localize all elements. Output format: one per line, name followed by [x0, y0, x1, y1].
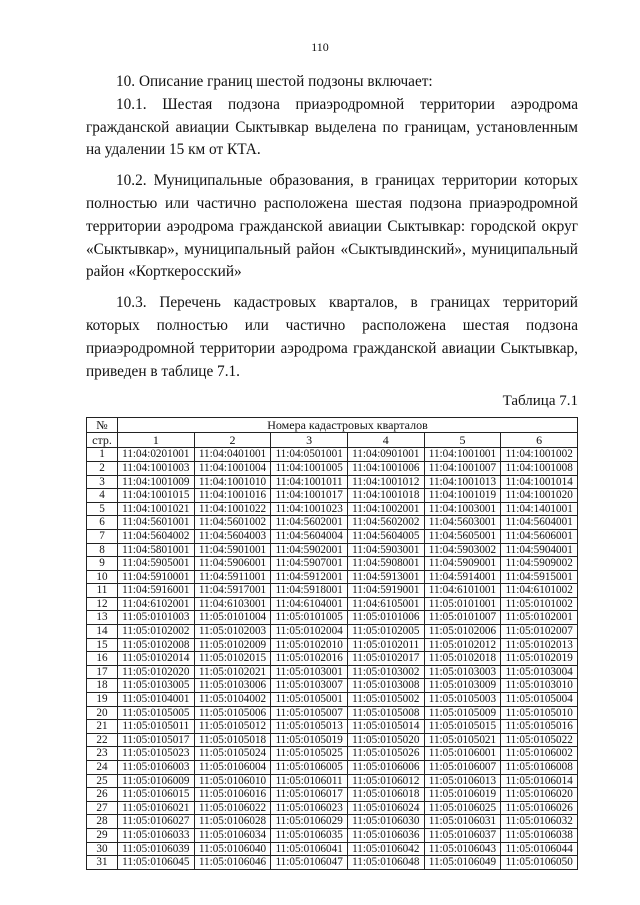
cadastral-number-cell: 11:05:0103002 — [347, 665, 424, 679]
cadastral-number-cell: 11:04:5604005 — [347, 529, 424, 543]
cadastral-number-cell: 11:05:0106026 — [501, 801, 578, 815]
cadastral-number-cell: 11:04:1001013 — [424, 475, 501, 489]
row-number: 24 — [87, 761, 118, 775]
cadastral-number-cell: 11:04:5602001 — [271, 516, 348, 530]
cadastral-number-cell: 11:05:0105023 — [118, 747, 195, 761]
cadastral-number-cell: 11:04:5914001 — [424, 570, 501, 584]
cadastral-number-cell: 11:05:0105015 — [424, 720, 501, 734]
cadastral-number-cell: 11:04:5801001 — [118, 543, 195, 557]
cadastral-number-cell: 11:04:1001010 — [194, 475, 271, 489]
cadastral-number-cell: 11:05:0101006 — [347, 611, 424, 625]
row-number: 16 — [87, 652, 118, 666]
row-number: 1 — [87, 448, 118, 462]
cadastral-number-cell: 11:05:0104001 — [118, 693, 195, 707]
cadastral-number-cell: 11:05:0106001 — [424, 747, 501, 761]
cadastral-number-cell: 11:05:0102008 — [118, 638, 195, 652]
table-row — [87, 516, 578, 530]
table-row — [87, 693, 578, 707]
table-row — [87, 774, 578, 788]
row-number: 10 — [87, 570, 118, 584]
cadastral-number-cell: 11:05:0106017 — [271, 788, 348, 802]
cadastral-number-cell: 11:04:1001011 — [271, 475, 348, 489]
cadastral-number-cell: 11:05:0106013 — [424, 774, 501, 788]
column-header: 6 — [501, 433, 578, 448]
table-row — [87, 733, 578, 747]
cadastral-number-cell: 11:05:0101004 — [194, 611, 271, 625]
cadastral-number-cell: 11:05:0102013 — [501, 638, 578, 652]
cadastral-number-cell: 11:05:0106034 — [194, 828, 271, 842]
cadastral-number-cell: 11:04:0501001 — [271, 448, 348, 462]
cadastral-number-cell: 11:04:5904001 — [501, 543, 578, 557]
cadastral-number-cell: 11:05:0105010 — [501, 706, 578, 720]
cadastral-number-cell: 11:05:0105019 — [271, 733, 348, 747]
cadastral-number-cell: 11:05:0102020 — [118, 665, 195, 679]
table-row — [87, 761, 578, 775]
table-row — [87, 652, 578, 666]
page-content — [86, 71, 578, 870]
table-row — [87, 788, 578, 802]
cadastral-number-cell: 11:05:0106040 — [194, 842, 271, 856]
table-row — [87, 856, 578, 870]
cadastral-number-cell: 11:05:0101005 — [271, 611, 348, 625]
cadastral-number-cell: 11:05:0106020 — [501, 788, 578, 802]
cadastral-number-cell: 11:05:0102015 — [194, 652, 271, 666]
cadastral-number-cell: 11:04:6103001 — [194, 597, 271, 611]
cadastral-number-cell: 11:05:0106029 — [271, 815, 348, 829]
cadastral-number-cell: 11:04:5913001 — [347, 570, 424, 584]
column-header: 1 — [118, 433, 195, 448]
cadastral-number-cell: 11:05:0105016 — [501, 720, 578, 734]
cadastral-number-cell: 11:05:0102002 — [118, 625, 195, 639]
paragraph-10-3: 10.3. Перечень кадастровых кварталов, в границах территорий которых полностью или частично расположена шестая подзона приаэродромной территории аэродрома гражданской авиации Сыктывкар, приведен в таблице 7.1. — [86, 294, 578, 380]
cadastral-number-cell: 11:04:6105001 — [347, 597, 424, 611]
cadastral-number-cell: 11:04:1001015 — [118, 489, 195, 503]
cadastral-number-cell: 11:05:0103010 — [501, 679, 578, 693]
cadastral-number-cell: 11:04:5605001 — [424, 529, 501, 543]
cadastral-number-cell: 11:05:0106030 — [347, 815, 424, 829]
row-number: 28 — [87, 815, 118, 829]
cadastral-number-cell: 11:05:0106019 — [424, 788, 501, 802]
cadastral-number-cell: 11:05:0106005 — [271, 761, 348, 775]
cadastral-number-cell: 11:04:6101001 — [424, 584, 501, 598]
cadastral-number-cell: 11:05:0106009 — [118, 774, 195, 788]
cadastral-number-cell: 11:05:0106031 — [424, 815, 501, 829]
cadastral-number-cell: 11:05:0102011 — [347, 638, 424, 652]
cadastral-number-cell: 11:05:0103001 — [271, 665, 348, 679]
row-number: 30 — [87, 842, 118, 856]
cadastral-number-cell: 11:04:5901001 — [194, 543, 271, 557]
cadastral-number-cell: 11:05:0101002 — [501, 597, 578, 611]
cadastral-table — [86, 417, 578, 869]
cadastral-number-cell: 11:05:0106015 — [118, 788, 195, 802]
table-row — [87, 706, 578, 720]
cadastral-number-cell: 11:05:0106045 — [118, 856, 195, 870]
cadastral-number-cell: 11:05:0106018 — [347, 788, 424, 802]
row-number: 13 — [87, 611, 118, 625]
cadastral-number-cell: 11:05:0106047 — [271, 856, 348, 870]
cadastral-number-cell: 11:05:0105026 — [347, 747, 424, 761]
row-number: 20 — [87, 706, 118, 720]
row-number: 8 — [87, 543, 118, 557]
row-number: 25 — [87, 774, 118, 788]
cadastral-number-cell: 11:05:0103005 — [118, 679, 195, 693]
cadastral-number-cell: 11:04:5902001 — [271, 543, 348, 557]
table-row — [87, 665, 578, 679]
cadastral-number-cell: 11:04:1001008 — [501, 461, 578, 475]
cadastral-number-cell: 11:05:0103003 — [424, 665, 501, 679]
cadastral-number-cell: 11:05:0102014 — [118, 652, 195, 666]
cadastral-number-cell: 11:04:5601002 — [194, 516, 271, 530]
table-row — [87, 842, 578, 856]
cadastral-number-cell: 11:05:0103008 — [347, 679, 424, 693]
cadastral-number-cell: 11:04:1001004 — [194, 461, 271, 475]
cadastral-number-cell: 11:05:0105005 — [118, 706, 195, 720]
cadastral-number-cell: 11:05:0106011 — [271, 774, 348, 788]
table-row — [87, 720, 578, 734]
cadastral-number-cell: 11:05:0105022 — [501, 733, 578, 747]
row-number: 26 — [87, 788, 118, 802]
cadastral-number-cell: 11:05:0105008 — [347, 706, 424, 720]
row-number: 22 — [87, 733, 118, 747]
cadastral-number-cell: 11:05:0106002 — [501, 747, 578, 761]
header-group: Номера кадастровых кварталов — [118, 418, 578, 433]
cadastral-number-cell: 11:05:0106007 — [424, 761, 501, 775]
table-row — [87, 489, 578, 503]
cadastral-number-cell: 11:04:1003001 — [424, 502, 501, 516]
cadastral-number-cell: 11:05:0102005 — [347, 625, 424, 639]
cadastral-number-cell: 11:05:0105003 — [424, 693, 501, 707]
cadastral-number-cell: 11:04:1001014 — [501, 475, 578, 489]
cadastral-number-cell: 11:05:0106006 — [347, 761, 424, 775]
cadastral-number-cell: 11:04:5903002 — [424, 543, 501, 557]
row-number: 5 — [87, 502, 118, 516]
table-row — [87, 475, 578, 489]
cadastral-number-cell: 11:05:0103007 — [271, 679, 348, 693]
cadastral-number-cell: 11:04:5911001 — [194, 570, 271, 584]
cadastral-number-cell: 11:04:5603001 — [424, 516, 501, 530]
cadastral-number-cell: 11:04:5606001 — [501, 529, 578, 543]
cadastral-number-cell: 11:05:0106028 — [194, 815, 271, 829]
cadastral-number-cell: 11:05:0106032 — [501, 815, 578, 829]
table-row — [87, 801, 578, 815]
cadastral-number-cell: 11:05:0106004 — [194, 761, 271, 775]
cadastral-number-cell: 11:04:5906001 — [194, 557, 271, 571]
cadastral-number-cell: 11:04:5916001 — [118, 584, 195, 598]
cadastral-number-cell: 11:05:0106008 — [501, 761, 578, 775]
cadastral-number-cell: 11:05:0102009 — [194, 638, 271, 652]
paragraph-10-2: 10.2. Муниципальные образования, в границах территории которых полностью или частично расположена шестая подзона приаэродромной территории аэродрома гражданской авиации Сыктывкар: городской округ «Сыктывкар», муниципальный район «Сыктывдинский», муниципальный район «Корткеросский» — [86, 172, 578, 281]
cadastral-number-cell: 11:04:1001023 — [271, 502, 348, 516]
table-row — [87, 570, 578, 584]
cadastral-number-cell: 11:05:0103006 — [194, 679, 271, 693]
cadastral-number-cell: 11:04:1001001 — [424, 448, 501, 462]
paragraph-10: 10. Описание границ шестой подзоны включает: — [116, 73, 433, 90]
cadastral-number-cell: 11:04:0401001 — [194, 448, 271, 462]
cadastral-number-cell: 11:05:0105024 — [194, 747, 271, 761]
row-number: 3 — [87, 475, 118, 489]
cadastral-number-cell: 11:04:1401001 — [501, 502, 578, 516]
cadastral-number-cell: 11:05:0105017 — [118, 733, 195, 747]
table-row — [87, 557, 578, 571]
cadastral-number-cell: 11:05:0102016 — [271, 652, 348, 666]
cadastral-number-cell: 11:04:5905001 — [118, 557, 195, 571]
table-row — [87, 747, 578, 761]
cadastral-number-cell: 11:05:0105025 — [271, 747, 348, 761]
row-number: 6 — [87, 516, 118, 530]
cadastral-number-cell: 11:05:0105014 — [347, 720, 424, 734]
cadastral-number-cell: 11:04:5908001 — [347, 557, 424, 571]
table-row — [87, 543, 578, 557]
table-row — [87, 828, 578, 842]
cadastral-number-cell: 11:05:0105018 — [194, 733, 271, 747]
row-number: 11 — [87, 584, 118, 598]
row-number: 23 — [87, 747, 118, 761]
table-caption: Таблица 7.1 — [502, 393, 578, 410]
table-row — [87, 611, 578, 625]
cadastral-number-cell: 11:05:0105009 — [424, 706, 501, 720]
cadastral-number-cell: 11:05:0105020 — [347, 733, 424, 747]
cadastral-number-cell: 11:05:0102006 — [424, 625, 501, 639]
cadastral-number-cell: 11:04:1001007 — [424, 461, 501, 475]
cadastral-number-cell: 11:05:0102019 — [501, 652, 578, 666]
cadastral-number-cell: 11:05:0105013 — [271, 720, 348, 734]
row-number: 7 — [87, 529, 118, 543]
column-header: 4 — [347, 433, 424, 448]
row-number: 18 — [87, 679, 118, 693]
cadastral-number-cell: 11:04:5602002 — [347, 516, 424, 530]
cadastral-number-cell: 11:05:0106048 — [347, 856, 424, 870]
cadastral-number-cell: 11:05:0106003 — [118, 761, 195, 775]
cadastral-number-cell: 11:04:1001005 — [271, 461, 348, 475]
cadastral-number-cell: 11:04:1001002 — [501, 448, 578, 462]
cadastral-number-cell: 11:04:0901001 — [347, 448, 424, 462]
cadastral-number-cell: 11:04:5909002 — [501, 557, 578, 571]
cadastral-number-cell: 11:05:0102012 — [424, 638, 501, 652]
cadastral-number-cell: 11:05:0106010 — [194, 774, 271, 788]
cadastral-number-cell: 11:05:0105006 — [194, 706, 271, 720]
row-number: 14 — [87, 625, 118, 639]
cadastral-number-cell: 11:05:0106021 — [118, 801, 195, 815]
cadastral-number-cell: 11:05:0106041 — [271, 842, 348, 856]
cadastral-number-cell: 11:04:1001020 — [501, 489, 578, 503]
header-row-label: стр. — [87, 433, 118, 448]
cadastral-number-cell: 11:04:5915001 — [501, 570, 578, 584]
cadastral-number-cell: 11:04:1001016 — [194, 489, 271, 503]
cadastral-number-cell: 11:04:1001021 — [118, 502, 195, 516]
cadastral-number-cell: 11:05:0105004 — [501, 693, 578, 707]
cadastral-number-cell: 11:05:0104002 — [194, 693, 271, 707]
cadastral-number-cell: 11:05:0102018 — [424, 652, 501, 666]
row-number: 31 — [87, 856, 118, 870]
column-header: 2 — [194, 433, 271, 448]
cadastral-number-cell: 11:04:1001009 — [118, 475, 195, 489]
cadastral-number-cell: 11:05:0101007 — [424, 611, 501, 625]
cadastral-number-cell: 11:05:0106039 — [118, 842, 195, 856]
cadastral-number-cell: 11:05:0106037 — [424, 828, 501, 842]
cadastral-number-cell: 11:04:5909001 — [424, 557, 501, 571]
cadastral-number-cell: 11:05:0106023 — [271, 801, 348, 815]
table-row — [87, 597, 578, 611]
cadastral-number-cell: 11:04:5604003 — [194, 529, 271, 543]
cadastral-number-cell: 11:05:0102003 — [194, 625, 271, 639]
table-row — [87, 529, 578, 543]
cadastral-number-cell: 11:04:1001017 — [271, 489, 348, 503]
table-row — [87, 638, 578, 652]
cadastral-number-cell: 11:05:0105007 — [271, 706, 348, 720]
cadastral-number-cell: 11:05:0106044 — [501, 842, 578, 856]
cadastral-number-cell: 11:04:5604001 — [501, 516, 578, 530]
cadastral-number-cell: 11:05:0103009 — [424, 679, 501, 693]
cadastral-number-cell: 11:05:0106038 — [501, 828, 578, 842]
cadastral-number-cell: 11:05:0105001 — [271, 693, 348, 707]
cadastral-number-cell: 11:05:0102021 — [194, 665, 271, 679]
cadastral-number-cell: 11:04:0201001 — [118, 448, 195, 462]
cadastral-number-cell: 11:05:0101001 — [424, 597, 501, 611]
cadastral-number-cell: 11:04:6104001 — [271, 597, 348, 611]
row-number: 12 — [87, 597, 118, 611]
cadastral-number-cell: 11:05:0105011 — [118, 720, 195, 734]
page-number: 110 — [311, 40, 329, 54]
cadastral-number-cell: 11:05:0106046 — [194, 856, 271, 870]
cadastral-number-cell: 11:04:1001022 — [194, 502, 271, 516]
cadastral-number-cell: 11:05:0106035 — [271, 828, 348, 842]
cadastral-number-cell: 11:04:5903001 — [347, 543, 424, 557]
row-number: 4 — [87, 489, 118, 503]
cadastral-number-cell: 11:04:1002001 — [347, 502, 424, 516]
cadastral-number-cell: 11:05:0106025 — [424, 801, 501, 815]
cadastral-number-cell: 11:04:5604004 — [271, 529, 348, 543]
cadastral-number-cell: 11:05:0103004 — [501, 665, 578, 679]
row-number: 2 — [87, 461, 118, 475]
cadastral-number-cell: 11:04:5604002 — [118, 529, 195, 543]
table-row — [87, 679, 578, 693]
cadastral-number-cell: 11:04:5917001 — [194, 584, 271, 598]
cadastral-number-cell: 11:05:0106012 — [347, 774, 424, 788]
table-row — [87, 461, 578, 475]
row-number: 27 — [87, 801, 118, 815]
cadastral-number-cell: 11:05:0106016 — [194, 788, 271, 802]
cadastral-number-cell: 11:05:0102004 — [271, 625, 348, 639]
row-number: 15 — [87, 638, 118, 652]
cadastral-number-cell: 11:04:5907001 — [271, 557, 348, 571]
cadastral-number-cell: 11:04:5919001 — [347, 584, 424, 598]
cadastral-number-cell: 11:05:0106049 — [424, 856, 501, 870]
cadastral-number-cell: 11:05:0105012 — [194, 720, 271, 734]
cadastral-number-cell: 11:04:1001019 — [424, 489, 501, 503]
column-header: 5 — [424, 433, 501, 448]
cadastral-number-cell: 11:05:0106033 — [118, 828, 195, 842]
cadastral-number-cell: 11:05:0102017 — [347, 652, 424, 666]
cadastral-number-cell: 11:05:0101003 — [118, 611, 195, 625]
cadastral-number-cell: 11:05:0106024 — [347, 801, 424, 815]
cadastral-number-cell: 11:04:5918001 — [271, 584, 348, 598]
cadastral-number-cell: 11:04:6101002 — [501, 584, 578, 598]
cadastral-number-cell: 11:04:6102001 — [118, 597, 195, 611]
cadastral-number-cell: 11:05:0106027 — [118, 815, 195, 829]
column-header: 3 — [271, 433, 348, 448]
cadastral-number-cell: 11:05:0106042 — [347, 842, 424, 856]
table-row — [87, 584, 578, 598]
row-number: 21 — [87, 720, 118, 734]
cadastral-number-cell: 11:05:0106036 — [347, 828, 424, 842]
cadastral-number-cell: 11:04:5910001 — [118, 570, 195, 584]
cadastral-number-cell: 11:05:0102010 — [271, 638, 348, 652]
paragraph-10-1: 10.1. Шестая подзона приаэродромной территории аэродрома гражданской авиации Сыктывкар выделена по границам, установленным на удалении 15 км от КТА. — [86, 95, 578, 159]
cadastral-number-cell: 11:04:1001006 — [347, 461, 424, 475]
row-number: 19 — [87, 693, 118, 707]
cadastral-number-cell: 11:04:5601001 — [118, 516, 195, 530]
cadastral-number-cell: 11:04:1001012 — [347, 475, 424, 489]
row-number: 29 — [87, 828, 118, 842]
cadastral-number-cell: 11:05:0106050 — [501, 856, 578, 870]
cadastral-number-cell: 11:05:0105002 — [347, 693, 424, 707]
table-row — [87, 625, 578, 639]
cadastral-number-cell: 11:05:0106043 — [424, 842, 501, 856]
table-row — [87, 448, 578, 462]
cadastral-number-cell: 11:05:0102001 — [501, 611, 578, 625]
header-no: № — [87, 418, 118, 433]
table-row — [87, 815, 578, 829]
table-row — [87, 502, 578, 516]
row-number: 17 — [87, 665, 118, 679]
cadastral-number-cell: 11:05:0105021 — [424, 733, 501, 747]
cadastral-number-cell: 11:04:1001018 — [347, 489, 424, 503]
cadastral-number-cell: 11:04:5912001 — [271, 570, 348, 584]
cadastral-number-cell: 11:05:0102007 — [501, 625, 578, 639]
cadastral-number-cell: 11:05:0106022 — [194, 801, 271, 815]
cadastral-number-cell: 11:05:0106014 — [501, 774, 578, 788]
row-number: 9 — [87, 557, 118, 571]
cadastral-number-cell: 11:04:1001003 — [118, 461, 195, 475]
